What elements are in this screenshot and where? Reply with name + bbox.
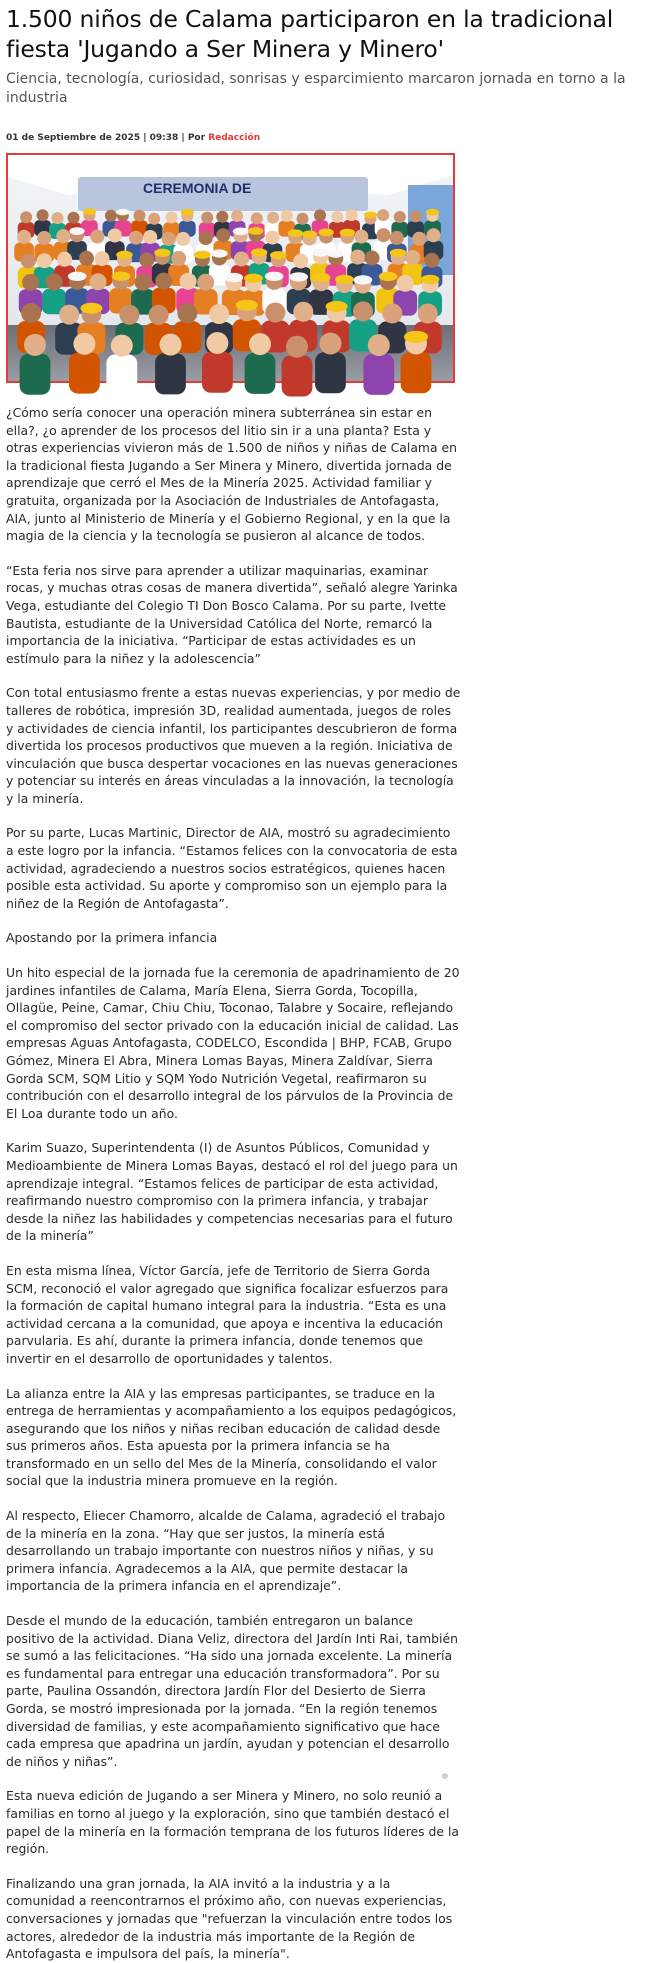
crowd-person-head [37,231,51,245]
crowd-person-body [282,356,313,397]
crowd-hard-hat [379,272,398,281]
crowd-person-head [251,212,263,224]
crowd-hard-hat [154,249,171,257]
crowd-person-head [350,250,365,265]
crowd-hard-hat [312,248,329,256]
crowd-person-body [401,352,432,393]
crowd-person-head [365,251,380,266]
crowd-person-body [155,353,186,394]
article-body [6,404,461,1963]
article-meta [6,132,650,144]
crowd-person-head [377,228,391,242]
paragraph: Karim Suazo, Superintendenta (I) de Asuntos Públicos, Comunidad y Medioambiente de Minera Lomas Bayas, destacó el rol del juego para un aprendizaje integral. “Estamos felices de participar de esta actividad, reafirmando nuestro compromiso con la primera infancia, y trabajar desde la niñez las habilidades y competencias necesarias para el futuro de la minería” [6,1140,458,1244]
crowd-person-head [267,212,279,224]
crowd-person-head [354,230,368,244]
crowd-person-head [166,211,178,223]
crowd-person-head [265,303,285,323]
crowd-person-head [266,231,280,245]
paragraph: Por su parte, Lucas Martinic, Director de AIA, mostró su agradecimiento a este logro por la infancia. “Estamos felices con la convocatoria de esta actividad, agradeciendo a nuestros socios estratégicos, quienes hacen posible esta actividad. Su aporte y compromiso son un ejemplo para la niñez de la Región de Antofagasta”. [6,825,458,911]
crowd-person-head [155,273,172,290]
crowd-person-head [368,334,390,356]
paragraph: Desde el mundo de la educación, también entregaron un balance positivo de la actividad. Diana Veliz, directora del Jardín Inti Rai, también se sumó a las felicitaciones. “Ha sido una jornada excelente. La minería es fundamental para entregar una educación transformadora”. Por su parte, Paulina Ossandón, directora Jardín Flor del Desierto de Sierra Gorda, se mostró impresionada por la jornada. “En la región tenemos diversidad de familias, y este acompañamiento significativo que hace cada empresa que apadrina un jardín, ayudan y potencian el desarrollo de niños y niñas”. [6,1613,458,1769]
crowd-hard-hat [288,229,303,237]
crowd-person-head [293,302,313,322]
paragraph: ¿Cómo sería conocer una operación minera subterránea sin estar en ella?, ¿o aprender de los procesos del litio sin ir a una planta? Esta y otras experiencias vivieron más de 1.500 de niños y niñas de Calama en la tradicional fiesta Jugando a Ser Minera y Minero, divertida jornada de aprendizaje que cerró el Mes de la Minería 2025. Actividad familiar y gratuita, organizada por la Asociación de Industriales de Antofagasta, AIA, junto al Ministerio de Minería y el Gobierno Regional, y en la que la magia de la ciencia y la tecnología se pusieron al alcance de todos. [6,405,458,544]
crowd-person-body [363,354,394,395]
crowd-hard-hat [289,272,308,281]
crowd-hard-hat [421,275,440,284]
crowd-person-head [331,211,343,223]
crowd-person-head [37,209,49,221]
crowd-hard-hat [83,208,96,215]
crowd-hard-hat [233,228,248,236]
crowd-hard-hat [326,301,348,312]
crowd-person-head [231,210,243,222]
crowd-hard-hat [404,331,428,343]
crowd-person-head [56,229,70,243]
crowd-person-head [21,303,41,323]
crowd-hard-hat [312,273,331,282]
crowd-person-head [21,253,36,268]
crowd-person-head [90,230,104,244]
crowd-person-head [382,303,402,323]
crowd-person-head [314,209,326,221]
crowd-person-body [69,353,100,394]
crowd-hard-hat [68,272,87,281]
crowd-hard-hat [236,300,258,311]
crowd-person-head [22,274,39,291]
crowd-person-head [57,252,72,267]
crowd-person-head [209,304,229,324]
crowd-person-head [286,336,308,358]
crowd-person-head [73,333,95,355]
crowd-person-head [424,253,439,268]
crowd-person-head [180,273,197,290]
crowd-person-body [245,353,276,394]
crowd-person-head [197,274,214,291]
crowd-hard-hat [69,227,84,235]
crowd-person-head [111,335,133,357]
author-link[interactable]: Redacción [208,133,261,143]
crowd-person-head [390,231,404,245]
paragraph: Finalizando una gran jornada, la AIA invitó a la industria y a la comunidad a reencontrarnos el próximo año, con nuevas experiencias, conversaciones y jornadas que "refuerzan la vinculación entre todos los actores, alrededor de la industria más importante de la Región de Antofagasta e impulsora del país, la minería". [6,1875,453,1962]
crowd-person-head [59,305,79,325]
article [0,4,650,1962]
crowd-hard-hat [248,227,263,235]
crowd-hard-hat [80,303,102,314]
crowd-person-head [201,212,213,224]
section-subheading: Apostando por la primera infancia [6,930,218,946]
crowd-person-head [52,212,64,224]
crowd-person-head [134,210,146,222]
crowd-person-head [95,251,110,266]
crowd-person-head [143,230,157,244]
crowd-person-head [216,211,228,223]
crowd-hard-hat [116,209,129,216]
crowd-person-head [148,213,160,225]
crowd-person-head [410,210,422,222]
crowd-person-head [139,253,154,268]
crowd-hard-hat [318,229,333,237]
crowd-person-head [24,334,46,356]
crowd-person-head [320,333,342,355]
paragraph: Esta nueva edición de Jugando a ser Minera y Minero, no solo reunió a familias en torno al juego y la exploración, sino que también destacó el papel de la minería en la formación temprana de los futuros líderes de la región. [6,1788,460,1857]
crowd-person-head [281,210,293,222]
crowd-hard-hat [364,212,377,219]
crowd-person-head [412,232,426,246]
crowd-person-head [177,303,197,323]
photo-illustration [8,155,453,381]
crowd-hard-hat [335,275,354,284]
crowd-person-head [37,253,52,268]
crowd-hard-hat [328,250,345,258]
paragraph: En esta misma línea, Víctor García, jefe de Territorio de Sierra Gorda SCM, reconoció el valor agregado que significa focalizar esfuerzos para la formación de capital humano integral para la industria. “Esta es una actividad cercana a la comunidad, que apoya e incentiva la educación parvularia. Es ahí, durante la primera infancia, donde tenemos que invertir en el desarrollo de oportunidades y talentos. [6,1262,449,1366]
crowd-person-head [68,212,80,224]
article-subtitle: Ciencia, tecnología, curiosidad, sonrisas y esparcimiento marcaron jornada en torno a la industria [6,71,626,106]
crowd-hard-hat [194,251,211,259]
crowd-hard-hat [224,273,243,282]
crowd-person-head [90,273,107,290]
crowd-person-head [377,209,389,221]
crowd-hard-hat [265,272,284,281]
crowd-person-head [149,305,169,325]
crowd-person-head [418,304,438,324]
crowd-person-head [46,274,63,291]
crowd-hard-hat [302,231,317,239]
crowd-person-head [129,231,143,245]
article-photo [6,153,455,383]
crowd-hard-hat [251,248,268,256]
crowd-hard-hat [390,249,407,257]
crowd-person-head [293,254,308,269]
crowd-person-head [20,211,32,223]
crowd-person-head [249,333,271,355]
crowd-hard-hat [116,251,133,259]
crowd-hard-hat [211,249,228,257]
crowd-person-head [79,251,94,266]
crowd-person-head [162,232,176,246]
crowd-person-head [346,209,358,221]
crowd-person-head [135,274,152,291]
crowd-hard-hat [181,209,194,216]
crowd-person-head [160,334,182,356]
article-date: 01 de Septiembre de 2025 | 09:38 | Por [6,133,209,143]
crowd-person-head [108,229,122,243]
article-title: 1.500 niños de Calama participaron en la tradicional fiesta 'Jugando a Ser Minera y Minero' [6,5,614,63]
crowd-person-head [397,275,414,292]
crowd-person-body [315,352,346,393]
crowd-person-head [216,228,230,242]
scroll-indicator-icon [442,1773,448,1779]
crowd-person-head [234,252,249,267]
crowd-person-head [394,211,406,223]
crowd-person-head [199,231,213,245]
crowd-hard-hat [270,251,287,259]
paragraph: Con total entusiasmo frente a estas nuevas experiencias, y por medio de talleres de robótica, impresión 3D, realidad aumentada, juegos de roles y actividades de ciencia infantil, los participantes descubrieron de forma divertida los procesos productivos que mueven a la región. Iniciativa de vinculación que busca despertar vocaciones en las nuevas generaciones y potenciar su interés en áreas vinculadas a la innovación, la tecnología y la minería. [6,685,461,806]
crowd-person-head [17,230,31,244]
paragraph: La alianza entre la AIA y las empresas participantes, se traduce en la entrega de herramientas y acompañamiento a los equipos pedagógicos, asegurando que los niños y niñas reciban educación de calidad desde sus primeros años. Esta apuesta por la primera infancia se ha transformado en un sello del Mes de la Minería, consolidando el valor social que la industria minera promueve en la región. [6,1385,457,1489]
photo-banner-text: CEREMONIA DE [143,180,252,196]
crowd-hard-hat [244,274,263,283]
crowd-person-head [105,210,117,222]
crowd-person-head [405,250,420,265]
crowd-person-body [20,354,51,395]
crowd-person-head [297,213,309,225]
crowd-person-body [202,352,233,393]
crowd-person-head [353,301,373,321]
crowd-person-head [171,251,186,266]
paragraph: Un hito especial de la jornada fue la ceremonia de apadrinamiento de 20 jardines infantiles de Calama, María Elena, Sierra Gorda, Tocopilla, Ollagüe, Peine, Camar, Chiu Chiu, Toconao, Talabre y Socaire, reflejando el compromiso del sector privado con la educación inicial de calidad. Las empresas Aguas Antofagasta, CODELCO, Escondida | BHP, FCAB, Grupo Gómez, Minera El Abra, Minera Lomas Bayas, Minera Zaldívar, Sierra Gorda SCM, SQM Litio y SQM Yodo Nutrición Vegetal, reafirmaron su contribución con el desarrollo integral de los párvulos de la Provincia de El Loa durante todo un año. [6,965,460,1121]
crowd-person-body [106,354,137,395]
crowd-hard-hat [112,272,131,281]
crowd-hard-hat [426,209,439,216]
crowd-person-head [427,228,441,242]
crowd-person-head [176,232,190,246]
crowd-person-head [119,305,139,325]
crowd-hard-hat [340,229,355,237]
paragraph: Al respecto, Eliecer Chamorro, alcalde de Calama, agradeció el trabajo de la minería en la zona. “Hay que ser justos, la minería está desarrollando un trabajo importante con nuestros niños y niñas, y su primera infancia. Agradecemos a la AIA, que permite destacar la importancia de la primera infancia en el aprendizaje”. [6,1508,446,1594]
crowd-person-head [206,332,228,354]
paragraph: “Esta feria nos sirve para aprender a utilizar maquinarias, examinar rocas, y muchas otras cosas de manera divertida”, señaló alegre Yarinka Vega, estudiante del Colegio TI Don Bosco Calama. Por su parte, Ivette Bautista, estudiante de la Universidad Católica del Norte, remarcó la importancia de la iniciativa. “Participar de estas actividades es un estímulo para la niñez y la adolescencia” [6,562,458,666]
crowd-hard-hat [354,275,373,284]
